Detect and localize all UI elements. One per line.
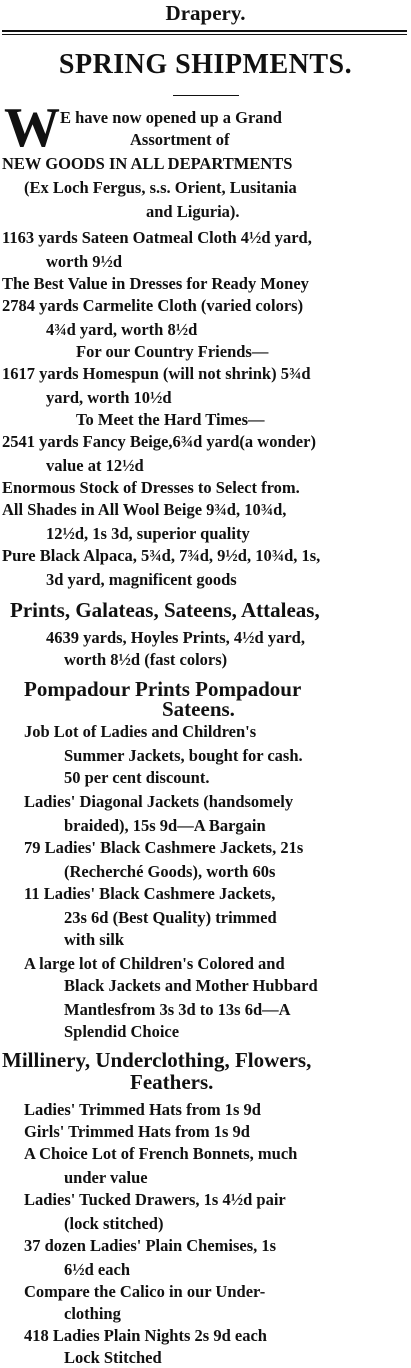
item-line: 2784 yards Carmelite Cloth (varied colors) bbox=[2, 296, 304, 315]
item-line: under value bbox=[64, 1168, 148, 1187]
item-line: 1617 yards Homespun (will not shrink) 5¾d bbox=[2, 364, 311, 383]
item-line: value at 12½d bbox=[46, 456, 144, 475]
item-line: 37 dozen Ladies' Plain Chemises, 1s bbox=[24, 1236, 277, 1255]
item-line: Splendid Choice bbox=[64, 1022, 180, 1041]
item-line: (Recherché Goods), worth 60s bbox=[64, 862, 276, 881]
subheading-pompadour-sateens: Sateens. bbox=[162, 697, 235, 721]
header-rule-thick bbox=[2, 30, 407, 32]
item-line: 2541 yards Fancy Beige,6¾d yard(a wonder) bbox=[2, 432, 316, 451]
item-line: A Choice Lot of French Bonnets, much bbox=[24, 1144, 298, 1163]
item-line: Lock Stitched bbox=[64, 1348, 162, 1367]
drop-cap: W bbox=[4, 97, 60, 159]
item-line: Summer Jackets, bought for cash. bbox=[64, 746, 303, 765]
item-line: Ladies' Trimmed Hats from 1s 9d bbox=[24, 1100, 261, 1119]
item-line: worth 8½d (fast colors) bbox=[64, 650, 228, 669]
subheading-pompadour: Pompadour Prints Pompadour bbox=[24, 677, 302, 701]
item-line: Girls' Trimmed Hats from 1s 9d bbox=[24, 1122, 250, 1141]
item-line: Enormous Stock of Dresses to Select from. bbox=[2, 478, 300, 497]
item-line: 3d yard, magnificent goods bbox=[46, 570, 237, 589]
item-line: 79 Ladies' Black Cashmere Jackets, 21s bbox=[24, 838, 304, 857]
section-title: Drapery. bbox=[165, 1, 246, 25]
item-line: All Shades in All Wool Beige 9¾d, 10¾d, bbox=[2, 500, 287, 519]
intro-line: E have now opened up a Grand bbox=[60, 108, 282, 127]
header-rule-thin bbox=[2, 34, 407, 35]
item-line: Job Lot of Ladies and Children's bbox=[24, 722, 257, 741]
item-line: 50 per cent discount. bbox=[64, 768, 210, 787]
item-line: Compare the Calico in our Under- bbox=[24, 1282, 266, 1301]
headline-rule bbox=[173, 95, 239, 96]
item-line: yard, worth 10½d bbox=[46, 388, 172, 407]
item-line: 11 Ladies' Black Cashmere Jackets, bbox=[24, 884, 276, 903]
intro-line: and Liguria). bbox=[146, 202, 240, 221]
subheading-feathers: Feathers. bbox=[130, 1070, 214, 1094]
item-line: To Meet the Hard Times— bbox=[76, 410, 265, 429]
item-line: 418 Ladies Plain Nights 2s 9d each bbox=[24, 1326, 267, 1345]
headline: SPRING SHIPMENTS. bbox=[58, 49, 353, 80]
item-line: braided), 15s 9d—A Bargain bbox=[64, 816, 266, 835]
item-line: 12½d, 1s 3d, superior quality bbox=[46, 524, 250, 543]
item-line: (lock stitched) bbox=[64, 1214, 164, 1233]
item-line: 1163 yards Sateen Oatmeal Cloth 4½d yard, bbox=[2, 228, 312, 247]
item-line: Mantlesfrom 3s 3d to 13s 6d—A bbox=[64, 1000, 291, 1019]
item-line: with silk bbox=[64, 930, 125, 949]
subheading-millinery: Millinery, Underclothing, Flowers, bbox=[2, 1048, 312, 1072]
item-line: The Best Value in Dresses for Ready Money bbox=[2, 274, 309, 293]
item-line: 4¾d yard, worth 8½d bbox=[46, 320, 198, 339]
item-line: Black Jackets and Mother Hubbard bbox=[64, 976, 318, 995]
item-line: For our Country Friends— bbox=[76, 342, 269, 361]
intro-line: (Ex Loch Fergus, s.s. Orient, Lusitania bbox=[24, 178, 297, 197]
item-line: 4639 yards, Hoyles Prints, 4½d yard, bbox=[46, 628, 305, 647]
item-line: Ladies' Tucked Drawers, 1s 4½d pair bbox=[24, 1190, 286, 1209]
subheading-prints: Prints, Galateas, Sateens, Attaleas, bbox=[10, 598, 320, 622]
item-line: clothing bbox=[64, 1304, 121, 1323]
item-line: 23s 6d (Best Quality) trimmed bbox=[64, 908, 277, 927]
item-line: worth 9½d bbox=[46, 252, 123, 271]
intro-line: Assortment of bbox=[130, 130, 230, 149]
item-line: A large lot of Children's Colored and bbox=[24, 954, 285, 973]
item-line: Ladies' Diagonal Jackets (handsomely bbox=[24, 792, 294, 811]
item-line: 6½d each bbox=[64, 1260, 130, 1279]
intro-line: NEW GOODS IN ALL DEPARTMENTS bbox=[2, 154, 293, 173]
item-line: Pure Black Alpaca, 5¾d, 7¾d, 9½d, 10¾d, 1s, bbox=[2, 546, 321, 565]
